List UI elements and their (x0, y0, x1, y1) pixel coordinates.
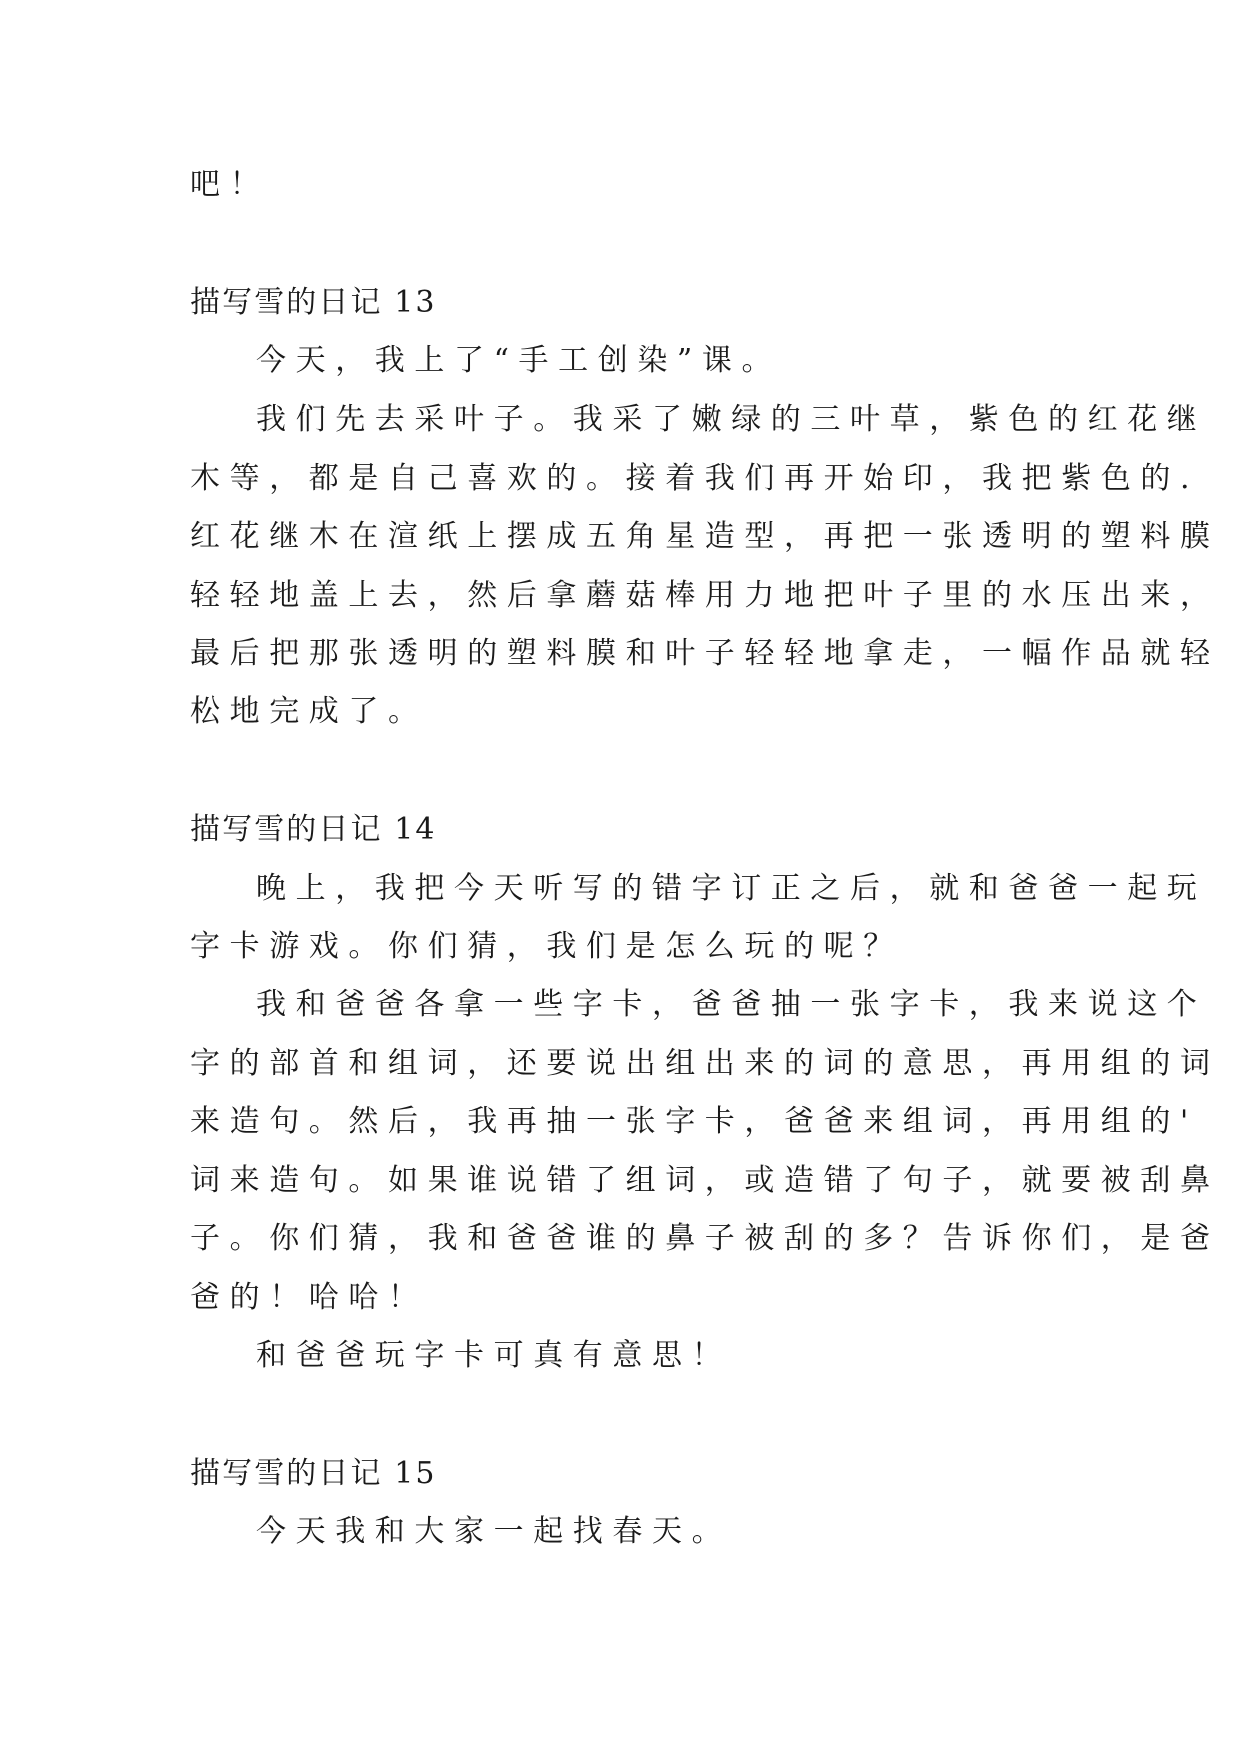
paragraph-line: 今天我和大家一起找春天。 (256, 1514, 732, 1549)
paragraph-line: 和爸爸玩字卡可真有意思！ (256, 1338, 732, 1373)
entry-title: 描写雪的日记 15 (190, 1456, 437, 1491)
paragraph-line: 来造句。然后，我再抽一张字卡，爸爸来组词，再用组的' (190, 1104, 1198, 1139)
paragraph-line: 我和爸爸各拿一些字卡，爸爸抽一张字卡，我来说这个 (256, 987, 1207, 1022)
entry-title: 描写雪的日记 13 (190, 285, 437, 320)
paragraph-line: 字的部首和组词，还要说出组出来的词的意思，再用组的词 (190, 1046, 1220, 1081)
paragraph-line: 晚上，我把今天听写的错字订正之后，就和爸爸一起玩 (256, 871, 1207, 906)
paragraph-line: 木等，都是自己喜欢的。接着我们再开始印，我把紫色的. (190, 461, 1200, 496)
paragraph-line: 字卡游戏。你们猜，我们是怎么玩的呢？ (190, 929, 903, 964)
entry-title: 描写雪的日记 14 (190, 812, 437, 847)
paragraph-line: 我们先去采叶子。我采了嫩绿的三叶草，紫色的红花继 (256, 402, 1207, 437)
paragraph-line: 词来造句。如果谁说错了组词，或造错了句子，就要被刮鼻 (190, 1163, 1220, 1198)
continued-text-line: 吧！ (190, 167, 270, 202)
paragraph-line: 松地完成了。 (190, 694, 428, 729)
paragraph-line: 最后把那张透明的塑料膜和叶子轻轻地拿走，一幅作品就轻 (190, 636, 1220, 671)
paragraph-line: 轻轻地盖上去，然后拿蘑菇棒用力地把叶子里的水压出来， (190, 578, 1220, 613)
paragraph-line: 爸的！哈哈！ (190, 1280, 428, 1315)
paragraph-line: 今天，我上了“手工创染”课。 (256, 343, 782, 378)
paragraph-line: 子。你们猜，我和爸爸谁的鼻子被刮的多？告诉你们，是爸 (190, 1221, 1220, 1256)
paragraph-line: 红花继木在渲纸上摆成五角星造型，再把一张透明的塑料膜 (190, 519, 1220, 554)
